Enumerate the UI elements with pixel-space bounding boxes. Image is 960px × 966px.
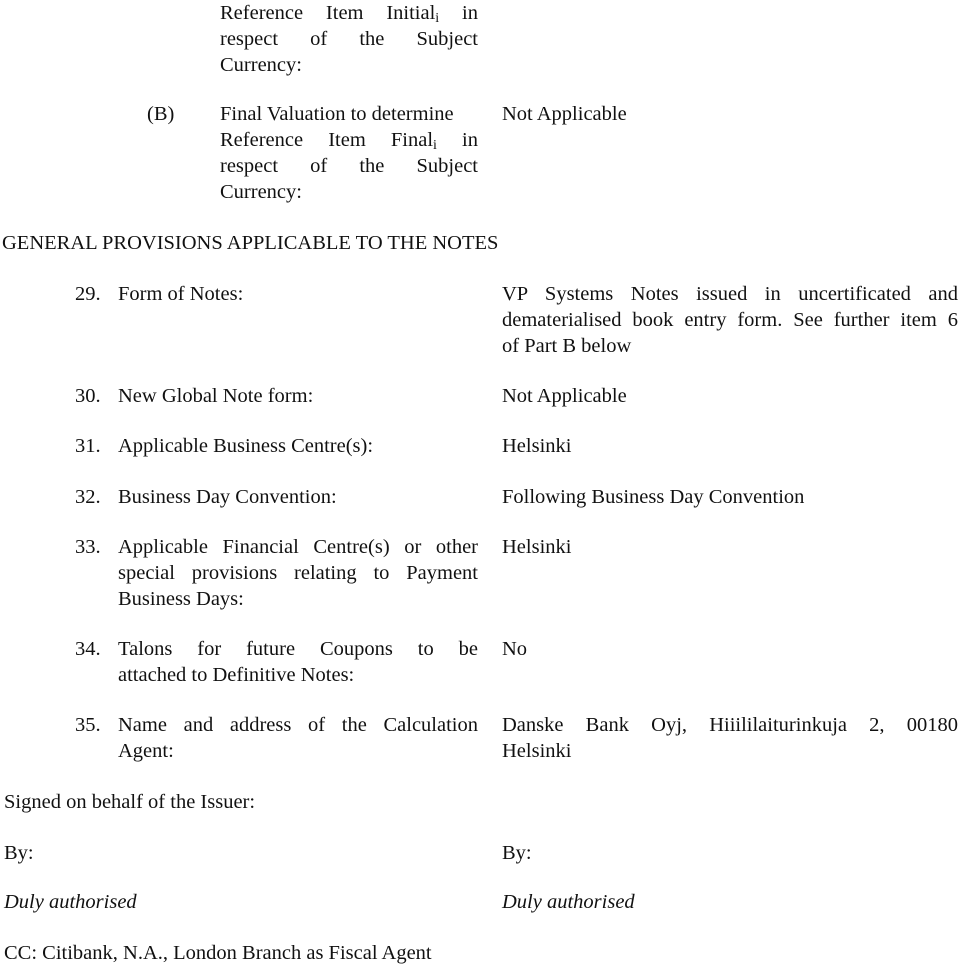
item-33-label-line1: Applicable Financial Centre(s) or other [118,536,478,558]
item-29-value-line3: of Part B below [502,335,632,357]
item-b-marker: (B) [147,103,175,125]
item-35-label-line1: Name and address of the Calculation [118,714,478,736]
item-31-number: 31. [75,435,101,457]
item-35-value-line2: Helsinki [502,740,572,762]
item-32-label: Business Day Convention: [118,486,337,508]
item-30-number: 30. [75,385,101,407]
item-33-label-line3: Business Days: [118,588,244,610]
item-33-number: 33. [75,536,101,558]
item-30-label: New Global Note form: [118,385,314,407]
item-b-label-line2: Reference Item Final$_i$ in [220,129,478,153]
item-33-value: Helsinki [502,536,572,558]
item-34-value: No [502,638,528,660]
item-b-label-line1: Final Valuation to determine [220,103,454,125]
section-heading: GENERAL PROVISIONS APPLICABLE TO THE NOTES [2,232,499,254]
by-right: By: [502,842,532,864]
item-31-value: Helsinki [502,435,572,457]
item-35-value-line1: Danske Bank Oyj, Hiiililaiturinkuja 2, 00180 [502,714,958,736]
item-34-label-line1: Talons for future Coupons to be [118,638,478,660]
item-initial-line3: Currency: [220,54,302,76]
duly-authorised-right: Duly authorised [502,891,635,913]
item-30-value: Not Applicable [502,385,627,407]
item-29-number: 29. [75,283,101,305]
item-b-value: Not Applicable [502,103,627,125]
item-29-value-line2: dematerialised book entry form. See further item 6 [502,309,958,331]
signature-heading: Signed on behalf of the Issuer: [4,791,256,813]
item-32-value: Following Business Day Convention [502,486,805,508]
item-33-label-line2: special provisions relating to Payment [118,562,478,584]
item-35-number: 35. [75,714,101,736]
item-31-label: Applicable Business Centre(s): [118,435,374,457]
item-b-label-line3: respect of the Subject [220,155,478,177]
duly-authorised-left: Duly authorised [4,891,137,913]
item-29-label: Form of Notes: [118,283,244,305]
item-initial-line2: respect of the Subject [220,28,478,50]
by-left: By: [4,842,34,864]
item-35-label-line2: Agent: [118,740,174,762]
item-34-label-line2: attached to Definitive Notes: [118,664,355,686]
item-b-label-line4: Currency: [220,181,302,203]
item-29-value-line1: VP Systems Notes issued in uncertificated and [502,283,958,305]
item-initial-line1: Reference Item Initial$_i$ in [220,2,478,26]
cc-line: CC: Citibank, N.A., London Branch as Fiscal Agent [4,942,432,964]
item-34-number: 34. [75,638,101,660]
item-32-number: 32. [75,486,101,508]
